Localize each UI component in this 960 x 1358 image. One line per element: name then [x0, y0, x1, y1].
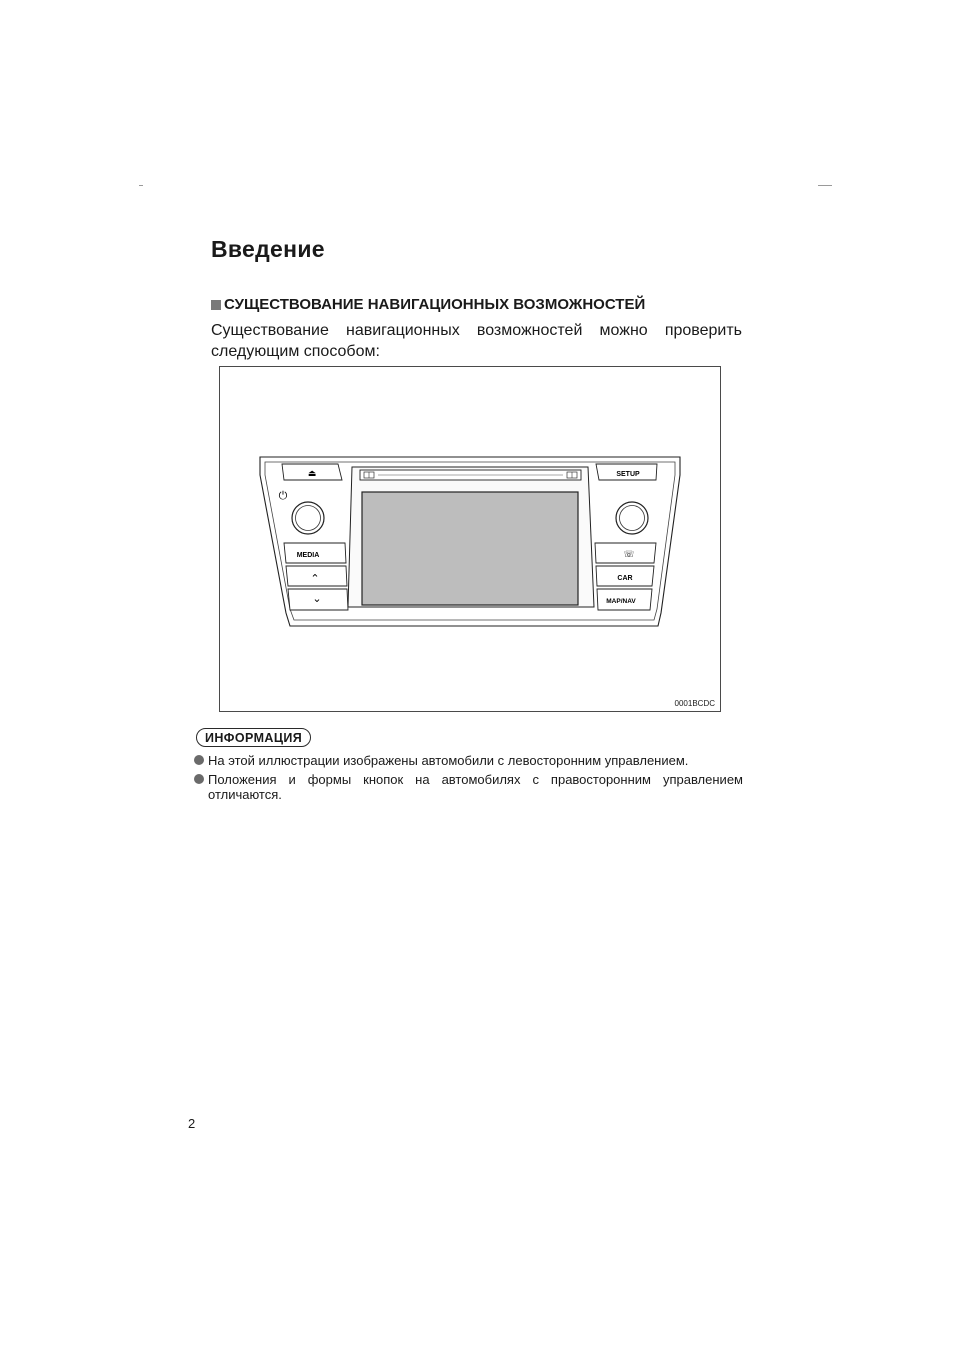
media-button-label: MEDIA: [296, 552, 320, 559]
up-arrow-icon: ⌃: [310, 572, 320, 585]
info-item-text: На этой иллюстрации изображены автомобили с левосторонним управлением.: [208, 753, 689, 768]
bullet-dot-icon: [194, 774, 204, 784]
crop-mark-left: [139, 185, 143, 186]
car-button-label: CAR: [617, 575, 633, 582]
eject-icon: ⏏: [307, 469, 317, 479]
head-unit-drawing: [220, 367, 722, 713]
section-heading-text: СУЩЕСТВОВАНИЕ НАВИГАЦИОННЫХ ВОЗМОЖНОСТЕЙ: [224, 296, 646, 313]
down-arrow-icon: ⌄: [312, 592, 322, 605]
info-item-text: Положения и формы кнопок на автомобилях с правосторонним управлением отличаются.: [208, 772, 743, 802]
info-badge: ИНФОРМАЦИЯ: [196, 728, 311, 747]
square-bullet-icon: [211, 300, 221, 310]
intro-paragraph: Существование навигационных возможностей можно проверить следующим способом:: [211, 322, 742, 360]
setup-button-label: SETUP: [616, 471, 640, 478]
crop-mark-right: [818, 185, 832, 186]
page-title: Введение: [211, 236, 325, 262]
map-nav-button-label: MAP/NAV: [606, 598, 636, 605]
section-heading: [211, 296, 645, 313]
power-icon: ⏻: [278, 489, 288, 502]
info-item: [194, 772, 743, 802]
info-item: [194, 753, 743, 768]
bullet-dot-icon: [194, 755, 204, 765]
figure-code: 0001BCDC: [674, 699, 715, 708]
head-unit-illustration: [219, 366, 721, 712]
page-number: 2: [188, 1116, 196, 1131]
phone-icon: ☏: [623, 550, 635, 560]
